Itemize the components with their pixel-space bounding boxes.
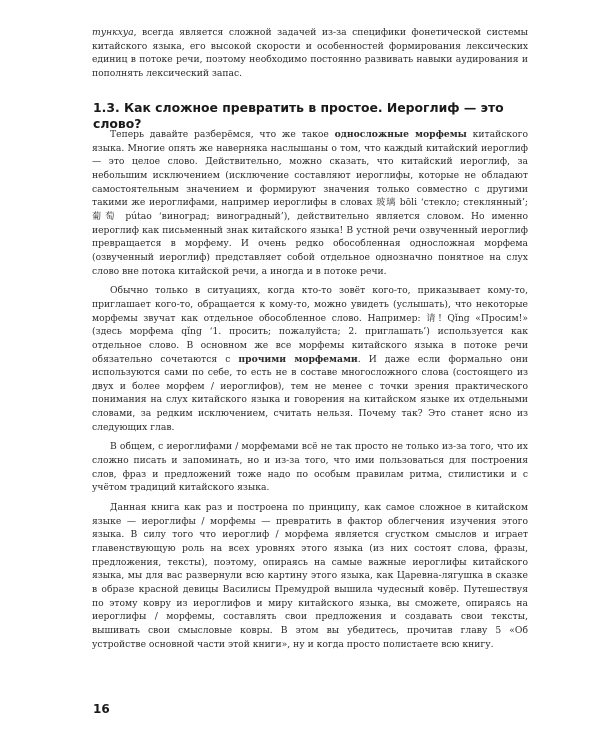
section-heading: 1.3. Как сложное превратить в простое. Иероглиф — это слово?: [93, 100, 504, 131]
intro-text: , всегда является сложной задачей из-за специфики фонетической системы китайского языка, его высокой скорости и особенностей формирования лексических единиц в потоке речи, поэтому необходимо постоянно развивать навыки аудирования и пополнять лексический запас.: [92, 27, 528, 79]
paragraph-1-text-b: китайского языка. Многие опять же наверняка наслышаны о том, что каждый китайский иероглиф — это целое слово. Действительно, можно сказать, что китайский иероглиф, за небольшим исключением (исключение составляют иероглифы, которые не обладают самостоятельным значением и формируют значения только совместно с другими такими же иероглифами, например иероглифы в словах 玻璃 bōli ‘стекло; стеклянный’; 葡萄 pútao ‘виноград; виноградный’), действительно является словом. Но именно иероглиф как письменный знак китайского языка! В устной речи озвученный иероглиф превращается в морфему. И очень редко обособленная односложная морфема (озвученный иероглиф) представляет собой отдельное однозначно понятное на слух слово вне потока китайской речи, а иногда и в потоке речи.: [92, 129, 528, 277]
intro-paragraph: [92, 26, 528, 80]
paragraph-1: [92, 128, 528, 278]
paragraph-4: Данная книга как раз и построена по принципу, как самое сложное в китайском языке — иероглифы / морфемы — превратить в фактор облегчения изучения этого языка. В силу того что иероглиф / морфема является сгустком смыслов и играет главенствующую роль на всех уровнях этого языка (из них состоят слова, фразы, предложения, тексты), поэтому, опираясь на самые важные иероглифы китайского языка, мы для вас развернули всю картину этого языка, как Царевна-лягушка в сказке в образе красной девицы Василисы Премудрой вышила чудесный ковёр. Путешествуя по этому ковру из иероглифов и миру китайского языка, вы сможете, опираясь на иероглифы / морфемы, составлять свои предложения и создавать свои тексты, вышивать свои смысловые ковры. В этом вы убедитесь, прочитав главу 5 «Об устройстве основной части этой книги», ну и когда просто полистаете всю книгу.: [92, 502, 528, 650]
paragraph-2-text-b: . И даже если формально они используются сами по себе, то есть не в составе многосложного слова (состоящего из двух и более морфем / иероглифов), тем не менее с точки зрения практического понимания на слух китайского языка и говорения на китайском языке их отдельными словами, за редким исключением, считать нельзя. Почему так? Это станет ясно из следующих глав.: [92, 353, 528, 433]
bold-term-other-morphemes: прочими морфемами: [238, 353, 358, 365]
page-number: 16: [93, 702, 110, 716]
bold-term-monosyllabic-morphemes: односложные морфемы: [334, 129, 467, 140]
paragraph-1-text-a: Теперь давайте разберёмся, что же такое: [110, 129, 335, 140]
paragraph-2-text-a: Обычно только в ситуациях, когда кто-то зовёт кого-то, приказывает кому-то, приглашает кого-то, обращается к кому-то, можно увидеть (услышать), что некоторые морфемы звучат как отдельное обособленное слово. Например: 请! Qǐng «Просим!» (здесь морфема qǐng ‘1. просить; пожалуйста; 2. приглашать’) используется как отдельное слово. В основном же все морфемы китайского языка в потоке речи обязательно сочетаются с: [92, 285, 528, 365]
section-body: [92, 128, 528, 657]
paragraph-3: В общем, с иероглифами / морфемами всё не так просто не только из-за того, что их сложно писать и запоминать, но и из-за того, что ими пользоваться для построения слов, фраз и предложений тоже надо по особым правилам ритма, стилистики и с учётом традиций китайского языка.: [92, 441, 528, 494]
paragraph-2: [92, 284, 528, 434]
intro-italic-term: тункхуа: [92, 27, 134, 38]
